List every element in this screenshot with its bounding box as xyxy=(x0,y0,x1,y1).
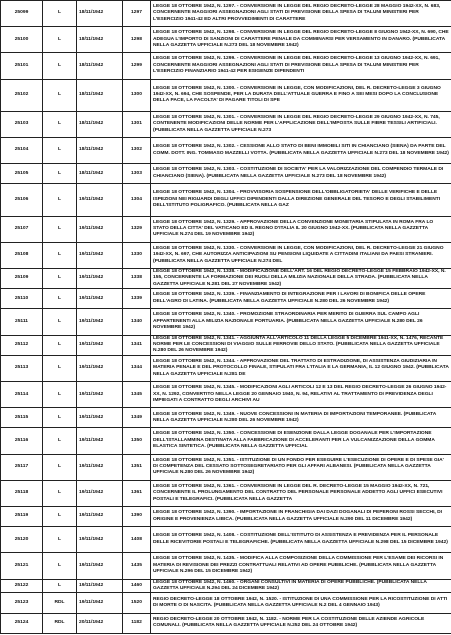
act-description: LEGGE 18 OTTOBRE 1942, N. 1338. - MODIFICAZIONE DELL'ART. 16 DEL REGIO DECRETO-LEGGE 15 FEBBRAIO 1942-XX, N. 155, CONCERNENTE LA FORMAZIONE DEI RUOLI DELLA MILIZIA NAZIONALE DELLA STRADA. (PUBBLICATA NELLA GAZZETTA UFFICIALE N.281 DEL 27 NOVEMBRE 1942) xyxy=(151,268,451,288)
act-description: LEGGE 18 OTTOBRE 1942, N. 1349. - NUOVE CONCESSIONI IN MATERIA DI IMPORTAZIONI TEMPORANEE. (PUBBLICATA NELLA GAZZETTA UFFICIALE N.280 DEL 26 NOVEMBRE 1942) xyxy=(151,408,451,428)
act-code: 1350 xyxy=(123,428,151,454)
act-date: 19/11/1942 xyxy=(77,408,123,428)
act-code: 1299 xyxy=(123,53,151,79)
record-number: 25123 xyxy=(1,593,43,613)
table-row xyxy=(1,216,451,242)
act-description: LEGGE 18 OTTOBRE 1942, N. 1340. - PROMOZIONE STRAORDINARIA PER MERITO DI GUERRA SUL CAMPO AGLI APPARTENENTI ALLA MILIZIA NAZIONALE PORTUARIA. (PUBBLICATA NELLA GAZZETTA UFFICIALE N.280 DEL 26 NOVEMBRE 1942) xyxy=(151,309,451,335)
record-number: 25118 xyxy=(1,480,43,506)
act-date: 19/11/1942 xyxy=(77,428,123,454)
act-description: LEGGE 18 OTTOBRE 1942, N. 1302. - CESSIONE ALLO STATO DI BENI IMMOBILI SITI IN CHIANCIANO (SIENA) DA PARTE DEL COMM. DOTT. ING. TOMMASO MAZZELLI VOTTA. (PUBBLICATA NELLA GAZZETTA UFFICIALE N.273 DEL 18 NOVEMBRE 1942) xyxy=(151,137,451,163)
act-date: 19/11/1942 xyxy=(77,553,123,579)
act-type: L xyxy=(43,137,77,163)
act-date: 19/11/1942 xyxy=(77,309,123,335)
act-date: 19/11/1942 xyxy=(77,507,123,527)
act-date: 19/11/1942 xyxy=(77,579,123,593)
act-description: REGIO DECRETO-LEGGE 20 OTTOBRE 1942, N. 1182. - NORME PER LA COSTITUZIONE DELLE AZIENDE AGRICOLE COMUNALI. (PUBBLICATA NELLA GAZZETTA UFFICIALE N.252 DEL 24 OTTOBRE 1942) xyxy=(151,613,451,633)
record-number: 25103 xyxy=(1,111,43,137)
act-date: 18/11/1942 xyxy=(77,1,123,27)
table-row xyxy=(1,579,451,593)
act-code: 1329 xyxy=(123,216,151,242)
table-row xyxy=(1,309,451,335)
act-code: 1330 xyxy=(123,242,151,268)
record-number: 25107 xyxy=(1,216,43,242)
act-description: LEGGE 18 OTTOBRE 1942, N. 1345. - MODIFICAZIONI AGLI ARTICOLI 12 E 13 DEL REGIO DECRETO-LEGGE 26 GIUGNO 1942-XX, N. 1292, CONVERTITO NELLA LEGGE 20 GENNAIO 1940, N. 94, RELATIVI AL TRATTAMENTO DI PREVIDENZA DEGLI IMPIEGATI A CONTRATTO DEGLI ARCHIVI AU xyxy=(151,382,451,408)
act-code: 1297 xyxy=(123,1,151,27)
table-row xyxy=(1,527,451,553)
act-type: L xyxy=(43,1,77,27)
record-number: 25116 xyxy=(1,428,43,454)
table-row xyxy=(1,137,451,163)
act-type: RDL xyxy=(43,593,77,613)
act-code: 1338 xyxy=(123,268,151,288)
act-code: 1351 xyxy=(123,454,151,480)
act-type: L xyxy=(43,164,77,184)
act-date: 19/11/1942 xyxy=(77,335,123,355)
act-description: LEGGE 18 OTTOBRE 1942, N. 1351. - ISTITUZIONE DI UN FONDO PER ESEGUIRE L'ESECUZIONE DI OPERE E DI SPESE GIA' DI COMPETENZA DEL CESSATO SOTTOSEGRETARIATO PER GLI AFFARI ALBANESI. (PUBBLICATA NELLA GAZZETTA UFFICIALE N.280 DEL 26 NOVEMBRE 1942) xyxy=(151,454,451,480)
record-number: 25114 xyxy=(1,382,43,408)
record-number: 25110 xyxy=(1,289,43,309)
act-type: L xyxy=(43,454,77,480)
table-row xyxy=(1,53,451,79)
act-description: LEGGE 18 OTTOBRE 1942, N. 1300. - CONVERSIONE IN LEGGE, CON MODIFICAZIONI, DEL R. DECRETO-LEGGE 3 GIUGNO 1942-XX, N. 694, CHE SOSPENDE, PER LA DURATA DELL'ATTUALE GUERRA E FINO A SEI MESI DOPO LA CONCLUSIONE DELLA PACE, LA FACOLTA' DI PAGARE TITOLI DI SPE xyxy=(151,79,451,111)
act-description: LEGGE 18 OTTOBRE 1942, N. 1299. - CONVERSIONE IN LEGGE DEL REGIO DECRETO-LEGGE 13 GIUGNO 1942-XX, N. 691, CONCERNENTE MAGGIORI ASSEGNAZIONI AGLI STATI DI PREVISIONE DELLA SPESA DI TALUNI MINISTERI PER L'ESERCIZIO FINANZIARIO 1941-42 PER ESIGENZE DIPENDENTI xyxy=(151,53,451,79)
act-description: REGIO DECRETO-LEGGE 18 OTTOBRE 1942, N. 1520. - ISTITUZIONE DI UNA COMMISSIONE PER LA RICOSTITUZIONE DI ATTI DI MORTE O DI NASCITA. (PUBBLICATA NELLA GAZZETTA UFFICIALE N.2 DEL 4 GENNAIO 1943) xyxy=(151,593,451,613)
table-row xyxy=(1,408,451,428)
act-description: LEGGE 18 OTTOBRE 1942, N. 1304. - PROVVISORIA SOSPENSIONE DELL'OBBLIGATORIETA' DELLE VERIFICHE E DELLE ISPEZIONI NEI RIGUARDI DEGLI UFFICI DIPENDENTI DALLA DIREZIONE GENERALE DEL TESORO E DEGLI STABILIMENTI DELL'ISTITUTO POLIGRAFICO. (PUBBLICATA NELLA GAZ xyxy=(151,184,451,216)
act-code: 1435 xyxy=(123,553,151,579)
act-description: LEGGE 18 OTTOBRE 1942, N. 1350. - CONCESSIONE DI ESENZIONE DALLA LEGGE DOGANALE PER L'IMPORTAZIONE DELL'ISTALLAMMINA DESTINATA ALLA FABBRICAZIONE DI ACCELERANTI PER LA VULCANIZZAZIONE DELLA GOMMA ELASTICA SINTETICA. (PUBBLICATA NELLA GAZZETTA UFFICIAL xyxy=(151,428,451,454)
act-code: 1298 xyxy=(123,27,151,53)
act-description: LEGGE 18 OTTOBRE 1942, N. 1297. - CONVERSIONE IN LEGGE DEL REGIO DECRETO-LEGGE 28 MAGGIO 1942-XX, N. 683, CONCERNENTE MAGGIORI ASSEGNAZIONI AGLI STATI DI PREVISIONE DELLA SPESA DI TALUNI MINISTERI PER L'ESERCIZIO 1941-42 ED ALTRI PROVVEDIMENTI DI CARATTERE xyxy=(151,1,451,27)
act-code: 1361 xyxy=(123,480,151,506)
act-code: 1349 xyxy=(123,408,151,428)
act-type: L xyxy=(43,289,77,309)
table-row xyxy=(1,480,451,506)
table-row xyxy=(1,111,451,137)
act-date: 19/11/1942 xyxy=(77,184,123,216)
record-number: 25102 xyxy=(1,79,43,111)
act-type: L xyxy=(43,428,77,454)
act-description: LEGGE 18 OTTOBRE 1942, N. 1344. - APPROVAZIONE DEL TRATTATO DI ESTRADIZIONE, DI ASSISTENZA GIUDIZIARIA IN MATERIA PENALE E DEL PROTOCOLLO FINALE, STIPULATI FRA L'ITALIA E LA GERMANIA, IL 12 GIUGNO 1942. (PUBBLICATA NELLA GAZZETTA UFFICIALE N.281 DE xyxy=(151,355,451,381)
act-code: 1390 xyxy=(123,507,151,527)
act-date: 18/11/1942 xyxy=(77,137,123,163)
act-code: 1302 xyxy=(123,137,151,163)
table-row xyxy=(1,79,451,111)
act-type: L xyxy=(43,382,77,408)
act-date: 19/11/1942 xyxy=(77,527,123,553)
act-code: 1301 xyxy=(123,111,151,137)
table-row xyxy=(1,382,451,408)
record-number: 25109 xyxy=(1,268,43,288)
act-code: 1339 xyxy=(123,289,151,309)
record-number: 25101 xyxy=(1,53,43,79)
record-number: 25105 xyxy=(1,164,43,184)
act-description: LEGGE 18 OTTOBRE 1942, N. 1341. - AGGIUNTA ALL'ARTICOLO 11 DELLA LEGGE 5 DICEMBRE 1941-XX, N. 1476, RECANTE NORME PER LE CONCESSIONI DI VIAGGIO SULLE FERROVIE DELLO STATO. (PUBBLICATA NELLA GAZZETTA UFFICIALE N.280 DEL 26 NOVEMBRE 1942) xyxy=(151,335,451,355)
act-type: L xyxy=(43,527,77,553)
act-type: L xyxy=(43,242,77,268)
act-description: LEGGE 18 OTTOBRE 1942, N. 1339. - FINANZIAMENTO DI INTEGRAZIONE PER I LAVORI DI BONIFICA DELLE OPERE DELL'AGRO DI LATINA. (PUBBLICATA NELLA GAZZETTA UFFICIALE N.280 DEL 26 NOVEMBRE 1942) xyxy=(151,289,451,309)
act-description: LEGGE 18 OTTOBRE 1942, N. 1408. - COSTITUZIONE DELL'ISTITUTO DI ASSISTENZA E PREVIDENZA PER IL PERSONALE DELLE RICEVITORIE POSTALI E TELEGRAFICHE. (PUBBLICATA NELLA GAZZETTA UFFICIALE N.298 DEL 15 DICEMBRE 1942) xyxy=(151,527,451,553)
act-code: 1300 xyxy=(123,79,151,111)
act-code: 1344 xyxy=(123,355,151,381)
act-date: 19/11/1942 xyxy=(77,242,123,268)
table-row xyxy=(1,164,451,184)
act-description: LEGGE 18 OTTOBRE 1942, N. 1303. - COSTITUZIONE DI SOCIETA' PER LA VALORIZZAZIONE DEL COMPENDIO TERMALE DI CHIANCIANO (SIENA). (PUBBLICATA NELLA GAZZETTA UFFICIALE N.273 DEL 18 NOVEMBRE 1942) xyxy=(151,164,451,184)
act-type: L xyxy=(43,507,77,527)
act-description: LEGGE 18 OTTOBRE 1942, N. 1329. - APPROVAZIONE DELLA CONVENZIONE MONETARIA STIPULATA IN ROMA FRA LO STATO DELLA CITTA' DEL VATICANO ED IL REGNO D'ITALIA IL 20 GIUGNO 1942-XX. (PUBBLICATA NELLA GAZZETTA UFFICIALE N.274 DEL 19 NOVEMBRE 1942) xyxy=(151,216,451,242)
record-number: 25119 xyxy=(1,507,43,527)
act-type: L xyxy=(43,408,77,428)
act-date: 19/11/1942 xyxy=(77,480,123,506)
act-type: L xyxy=(43,309,77,335)
act-date: 19/11/1942 xyxy=(77,289,123,309)
act-code: 1303 xyxy=(123,164,151,184)
act-code: 1408 xyxy=(123,527,151,553)
record-number: 25115 xyxy=(1,408,43,428)
record-number: 25099 xyxy=(1,1,43,27)
record-number: 25113 xyxy=(1,355,43,381)
act-type: L xyxy=(43,216,77,242)
act-code: 1304 xyxy=(123,184,151,216)
act-type: L xyxy=(43,111,77,137)
record-number: 25120 xyxy=(1,527,43,553)
record-number: 25106 xyxy=(1,184,43,216)
record-number: 25104 xyxy=(1,137,43,163)
act-type: RDL xyxy=(43,613,77,633)
table-row xyxy=(1,355,451,381)
table-row xyxy=(1,507,451,527)
act-type: L xyxy=(43,355,77,381)
act-description: LEGGE 18 OTTOBRE 1942, N. 1435. - MODIFICA ALLA COMPOSIZIONE DELLA COMMISSIONE PER L'ESAME DEI RICORSI IN MATERIA DI REVISIONE DEI PREZZI CONTRATTUALI RELATIVI AD OPERE PUBBLICHE. (PUBBLICATA NELLA GAZZETTA UFFICIALE N.296 DEL 15 DICEMBRE 1942) xyxy=(151,553,451,579)
table-row xyxy=(1,1,451,27)
act-description: LEGGE 18 OTTOBRE 1942, N. 1361. - CONVERSIONE IN LEGGE DEL R. DECRETO-LEGGE 15 MAGGIO 1942-XX, N. 721, CONCERNENTE IL PROLUNGAMENTO DEL CONTRATTO DEL PERSONALE PERSONALE ADDETTO AGLI UFFICI ESECUTIVI POSTALI E TELEGRAFICI. (PUBBLICATA NELLA GAZZETTA xyxy=(151,480,451,506)
act-type: L xyxy=(43,480,77,506)
act-code: 1340 xyxy=(123,309,151,335)
record-number: 25108 xyxy=(1,242,43,268)
act-type: L xyxy=(43,335,77,355)
act-date: 19/11/1942 xyxy=(77,593,123,613)
act-date: 19/11/1942 xyxy=(77,268,123,288)
act-code: 1182 xyxy=(123,613,151,633)
legislation-table-body xyxy=(1,1,451,634)
act-description: LEGGE 18 OTTOBRE 1942, N. 1330. - CONVERSIONE IN LEGGE, CON MODIFICAZIONI, DEL R. DECRETO-LEGGE 21 GIUGNO 1942-XX, N. 697, CHE AUTORIZZA ANTICIPAZIONI SU PENSIONI LIQUIDATE A CITTADINI ITALIANI DA PAESI STRANIERI. (PUBBLICATA NELLA GAZZETTA UFFICIALE N.274 DEL xyxy=(151,242,451,268)
table-row xyxy=(1,428,451,454)
act-date: 19/11/1942 xyxy=(77,355,123,381)
act-date: 19/11/1942 xyxy=(77,454,123,480)
act-type: L xyxy=(43,53,77,79)
act-date: 18/11/1942 xyxy=(77,164,123,184)
act-description: LEGGE 18 OTTOBRE 1942, N. 1390. - IMPORTAZIONE IN FRANCHIGIA DAI DAZI DOGANALI DI PEPERONI ROSSI SECCHI, DI ORIGINE E PROVENIENZA LIBICA. (PUBBLICATA NELLA GAZZETTA UFFICIALE N.290 DEL 11 DICEMBRE 1942) xyxy=(151,507,451,527)
table-row xyxy=(1,553,451,579)
act-date: 18/11/1942 xyxy=(77,53,123,79)
table-row xyxy=(1,268,451,288)
table-row xyxy=(1,242,451,268)
act-code: 1520 xyxy=(123,593,151,613)
record-number: 25122 xyxy=(1,579,43,593)
act-date: 19/11/1942 xyxy=(77,216,123,242)
act-type: L xyxy=(43,268,77,288)
record-number: 25121 xyxy=(1,553,43,579)
table-row xyxy=(1,335,451,355)
act-description: LEGGE 18 OTTOBRE 1942, N. 1460. - ORGANI CONSULTIVI IN MATERIA DI OPERE PUBBLICHE. (PUBBLICATA NELLA GAZZETTA UFFICIALE N.294 DEL 24 DICEMBRE 1942) xyxy=(151,579,451,593)
act-date: 18/11/1942 xyxy=(77,27,123,53)
table-row xyxy=(1,454,451,480)
act-code: 1345 xyxy=(123,382,151,408)
act-type: L xyxy=(43,27,77,53)
act-date: 20/11/1942 xyxy=(77,613,123,633)
act-date: 18/11/1942 xyxy=(77,79,123,111)
record-number: 25111 xyxy=(1,309,43,335)
act-code: 1460 xyxy=(123,579,151,593)
record-number: 25100 xyxy=(1,27,43,53)
act-date: 18/11/1942 xyxy=(77,111,123,137)
act-type: L xyxy=(43,79,77,111)
table-row xyxy=(1,289,451,309)
table-row xyxy=(1,593,451,613)
act-type: L xyxy=(43,553,77,579)
record-number: 25117 xyxy=(1,454,43,480)
act-date: 19/11/1942 xyxy=(77,382,123,408)
act-description: LEGGE 18 OTTOBRE 1942, N. 1301. - CONVERSIONE IN LEGGE DEL REGIO DECRETO-LEGGE 29 GIUGNO 1942-XX, N. 745, CONTENENTE MODIFICAZIONI DELLE NORME PER L'APPLICAZIONE DELL'IMPOSTA SULLE FIBRE TESSILI ARTIFICIALI. (PUBBLICATA NELLA GAZZETTA UFFICIALE N.273 xyxy=(151,111,451,137)
table-row xyxy=(1,613,451,633)
act-code: 1341 xyxy=(123,335,151,355)
act-type: L xyxy=(43,579,77,593)
table-row xyxy=(1,184,451,216)
table-row xyxy=(1,27,451,53)
act-description: LEGGE 18 OTTOBRE 1942, N. 1298. - CONVERSIONE IN LEGGE DEL REGIO DECRETO-LEGGE 8 GIUGNO 1942-XX, N. 690, CHE ADEGUA L'IMPORTO DI SANZIONI DI CARATTERE PENALE DA COMMINARSI PER VERSAMENTO IN DANARO. (PUBBLICATA NELLA GAZZETTA UFFICIALE N.273 DEL 18 NOVEMBRE 1942) xyxy=(151,27,451,53)
record-number: 25112 xyxy=(1,335,43,355)
record-number: 25124 xyxy=(1,613,43,633)
act-type: L xyxy=(43,184,77,216)
